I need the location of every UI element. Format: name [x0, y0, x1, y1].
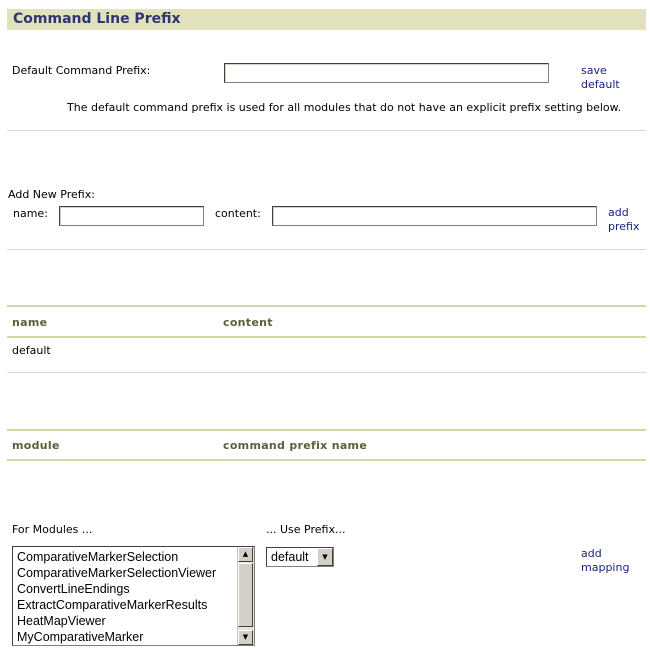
- column-header-module: module: [12, 439, 60, 452]
- prefix-select[interactable]: [266, 547, 334, 567]
- modules-list: [17, 549, 239, 645]
- scroll-down-icon[interactable]: ▼: [238, 630, 253, 645]
- column-header-command-prefix-name: command prefix name: [223, 439, 368, 452]
- scroll-up-icon[interactable]: ▲: [238, 547, 253, 562]
- add-new-prefix-label: Add New Prefix:: [8, 188, 95, 201]
- default-prefix-input[interactable]: [224, 63, 549, 83]
- column-header-content: content: [223, 316, 273, 329]
- modules-scrollbar[interactable]: [237, 547, 254, 645]
- modules-listbox[interactable]: [12, 546, 255, 646]
- use-prefix-label: ... Use Prefix...: [266, 523, 346, 536]
- scrollbar-thumb[interactable]: [238, 563, 253, 627]
- table-top-rule: [7, 305, 646, 307]
- save-default-link[interactable]: save default: [581, 64, 620, 91]
- dropdown-arrow-icon[interactable]: ▼: [317, 548, 333, 566]
- prefix-select-value: default: [271, 550, 309, 564]
- list-item[interactable]: ConvertLineEndings: [17, 582, 130, 596]
- table-bottom-rule: [7, 372, 646, 373]
- list-item[interactable]: MyComparativeMarker: [17, 630, 144, 644]
- add-prefix-link[interactable]: add prefix: [608, 206, 640, 233]
- mapping-table-header-rule: [7, 459, 646, 461]
- default-prefix-help-text: The default command prefix is used for all modules that do not have an explicit prefix setting below.: [67, 101, 622, 114]
- default-prefix-label: Default Command Prefix:: [12, 64, 151, 77]
- mapping-table-top-rule: [7, 429, 646, 431]
- for-modules-label: For Modules ...: [12, 523, 93, 536]
- list-item[interactable]: HeatMapViewer: [17, 614, 106, 628]
- list-item[interactable]: ComparativeMarkerSelectionViewer: [17, 566, 217, 580]
- list-item[interactable]: ComparativeMarkerSelection: [17, 550, 179, 564]
- prefix-content-label: content:: [215, 207, 261, 220]
- prefix-name-label: name:: [13, 207, 48, 220]
- prefix-name-input[interactable]: [59, 206, 204, 226]
- add-mapping-link[interactable]: add mapping: [581, 547, 630, 574]
- prefix-content-input[interactable]: [272, 206, 597, 226]
- table-header-rule: [7, 336, 646, 338]
- column-header-name: name: [12, 316, 48, 329]
- table-row-name: default: [12, 344, 51, 357]
- list-item[interactable]: ExtractComparativeMarkerResults: [17, 598, 208, 612]
- divider: [7, 249, 646, 250]
- page-title: Command Line Prefix: [13, 11, 181, 27]
- divider: [7, 130, 646, 131]
